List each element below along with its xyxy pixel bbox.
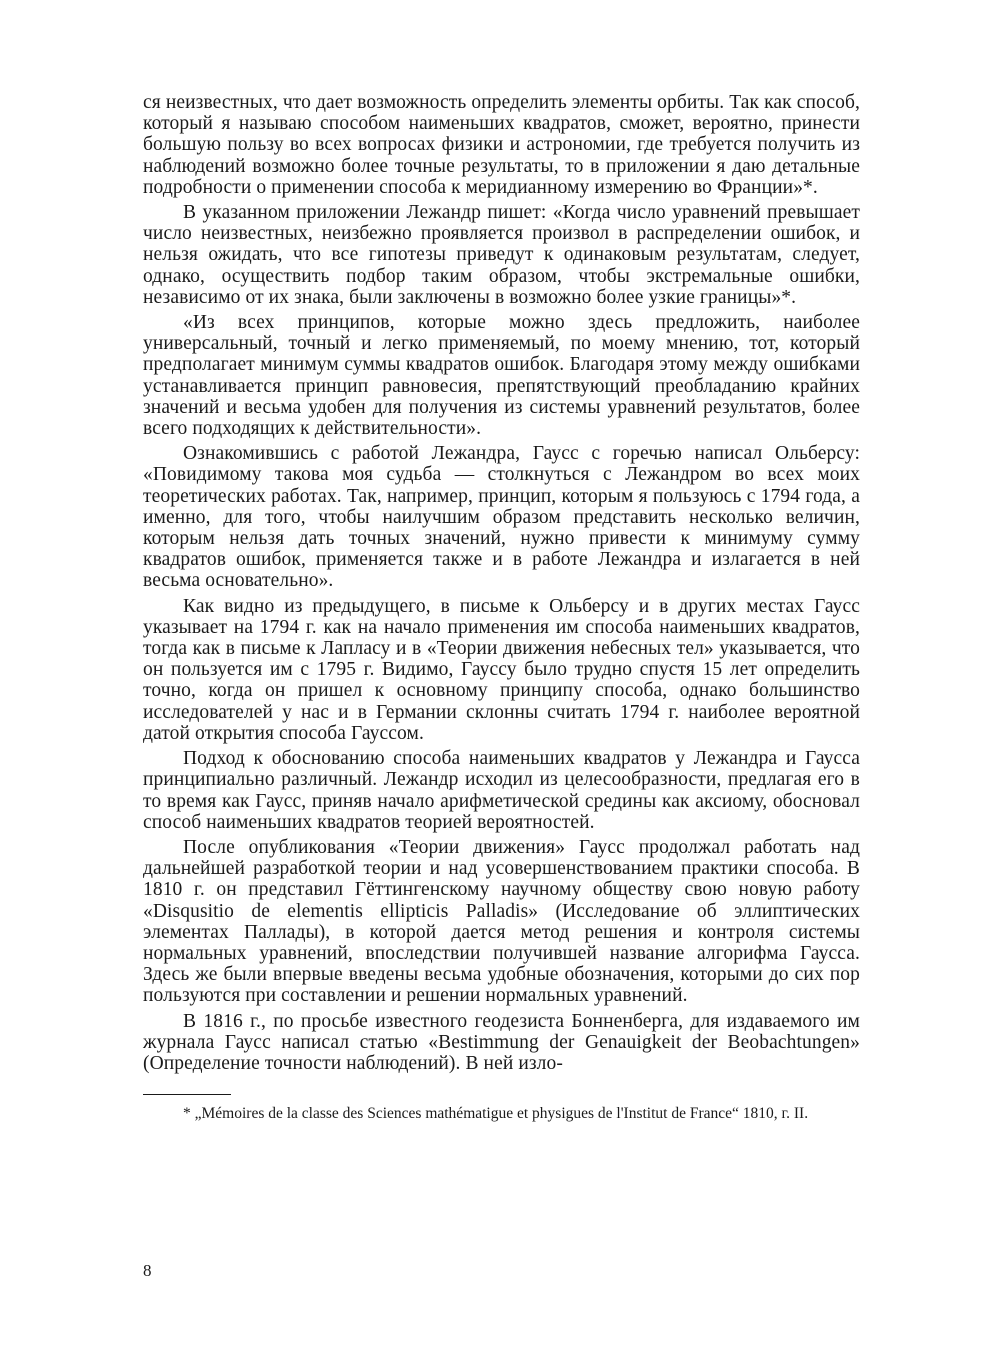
footnote-divider — [143, 1094, 231, 1095]
paragraph-5: Как видно из предыдущего, в письме к Ольберсу и в других местах Гаусс указывает на 1794 г. как на начало применения им способа наименьших квадратов, тогда как в письме к Лапласу и в «Теории движения небесных тел» указывается, что он пользуется им с 1795 г. Видимо, Гауссу было трудно спустя 15 лет определить точно, когда он пришел к основному принципу способа, однако большинство исследователей у нас и в Германии склонны считать 1794 г. наиболее вероятной датой открытия способа Гауссом. — [143, 595, 860, 744]
page-body — [143, 92, 860, 1124]
paragraph-1: ся неизвестных, что дает возможность определить элементы орбиты. Так как способ, который я называю способом наименьших квадратов, сможет, вероятно, принести большую пользу во всех вопросах физики и астрономии, где требуется получить из наблюдений возможно более точные результаты, то в приложении я даю детальные подробности о применении способа к меридианному измерению во Франции»*. — [143, 92, 860, 198]
page-number: 8 — [143, 1261, 152, 1280]
paragraph-8: В 1816 г., по просьбе известного геодезиста Бонненберга, для издаваемого им журнала Гаусс написал статью «Bestimmung der Genauigkeit der Beobachtungen» (Определение точности наблюдений). В ней изло- — [143, 1010, 860, 1074]
paragraph-7: После опубликования «Теории движения» Гаусс продолжал работать над дальнейшей разработкой теории и над усовершенствованием практики способа. В 1810 г. он представил Гёттингенскому научному обществу свою новую работу «Disqusitio de elementis ellipticis Palladis» (Исследование об эллиптических элементах Паллады), в которой дается метод решения и контроля системы нормальных уравнений, впоследствии получившей название алгорифма Гаусса. Здесь же были впервые введены весьма удобные обозначения, которыми до сих пор пользуются при составлении и решении нормальных уравнений. — [143, 836, 860, 1007]
footnote: * „Mémoires de la classe des Sciences mathématigue et physigues de l'Institut de France“ 1810, г. II. — [183, 1105, 809, 1123]
paragraph-6: Подход к обоснованию способа наименьших квадратов у Лежандра и Гаусса принципиально различный. Лежандр исходил из целесообразности, предлагая его в то время как Гаусс, приняв начало арифметической средины как аксиому, обосновал способ наименьших квадратов теорией вероятностей. — [143, 748, 860, 833]
paragraph-3: «Из всех принципов, которые можно здесь предложить, наиболее универсальный, точный и легко применяемый, по моему мнению, тот, который предполагает минимум суммы квадратов ошибок. Благодаря этому между ошибками устанавливается принцип равновесия, препятствующий преобладанию крайних значений и весьма удобен для получения из системы уравнений результатов, более всего подходящих к действительности». — [143, 312, 860, 440]
paragraph-2: В указанном приложении Лежандр пишет: «Когда число уравнений превышает число неизвестных, неизбежно проявляется произвол в распределении ошибок, и нельзя ожидать, что все гипотезы приведут к одинаковым результатам, следует, однако, осуществить подбор таким образом, чтобы экстремальные ошибки, независимо от их знака, были заключены в возможно более узкие границы»*. — [143, 202, 860, 308]
paragraph-4: Ознакомившись с работой Лежандра, Гаусс с горечью написал Ольберсу: «Повидимому такова моя судьба — столкнуться с Лежандром во всех моих теоретических работах. Так, например, принцип, которым я пользуюсь с 1794 года, а именно, для того, чтобы наилучшим образом представить несколько величин, которым нельзя дать точных значений, нужно привести к минимуму сумму квадратов ошибок, применяется также и в работе Лежандра и излагается в ней весьма основательно». — [143, 443, 860, 592]
